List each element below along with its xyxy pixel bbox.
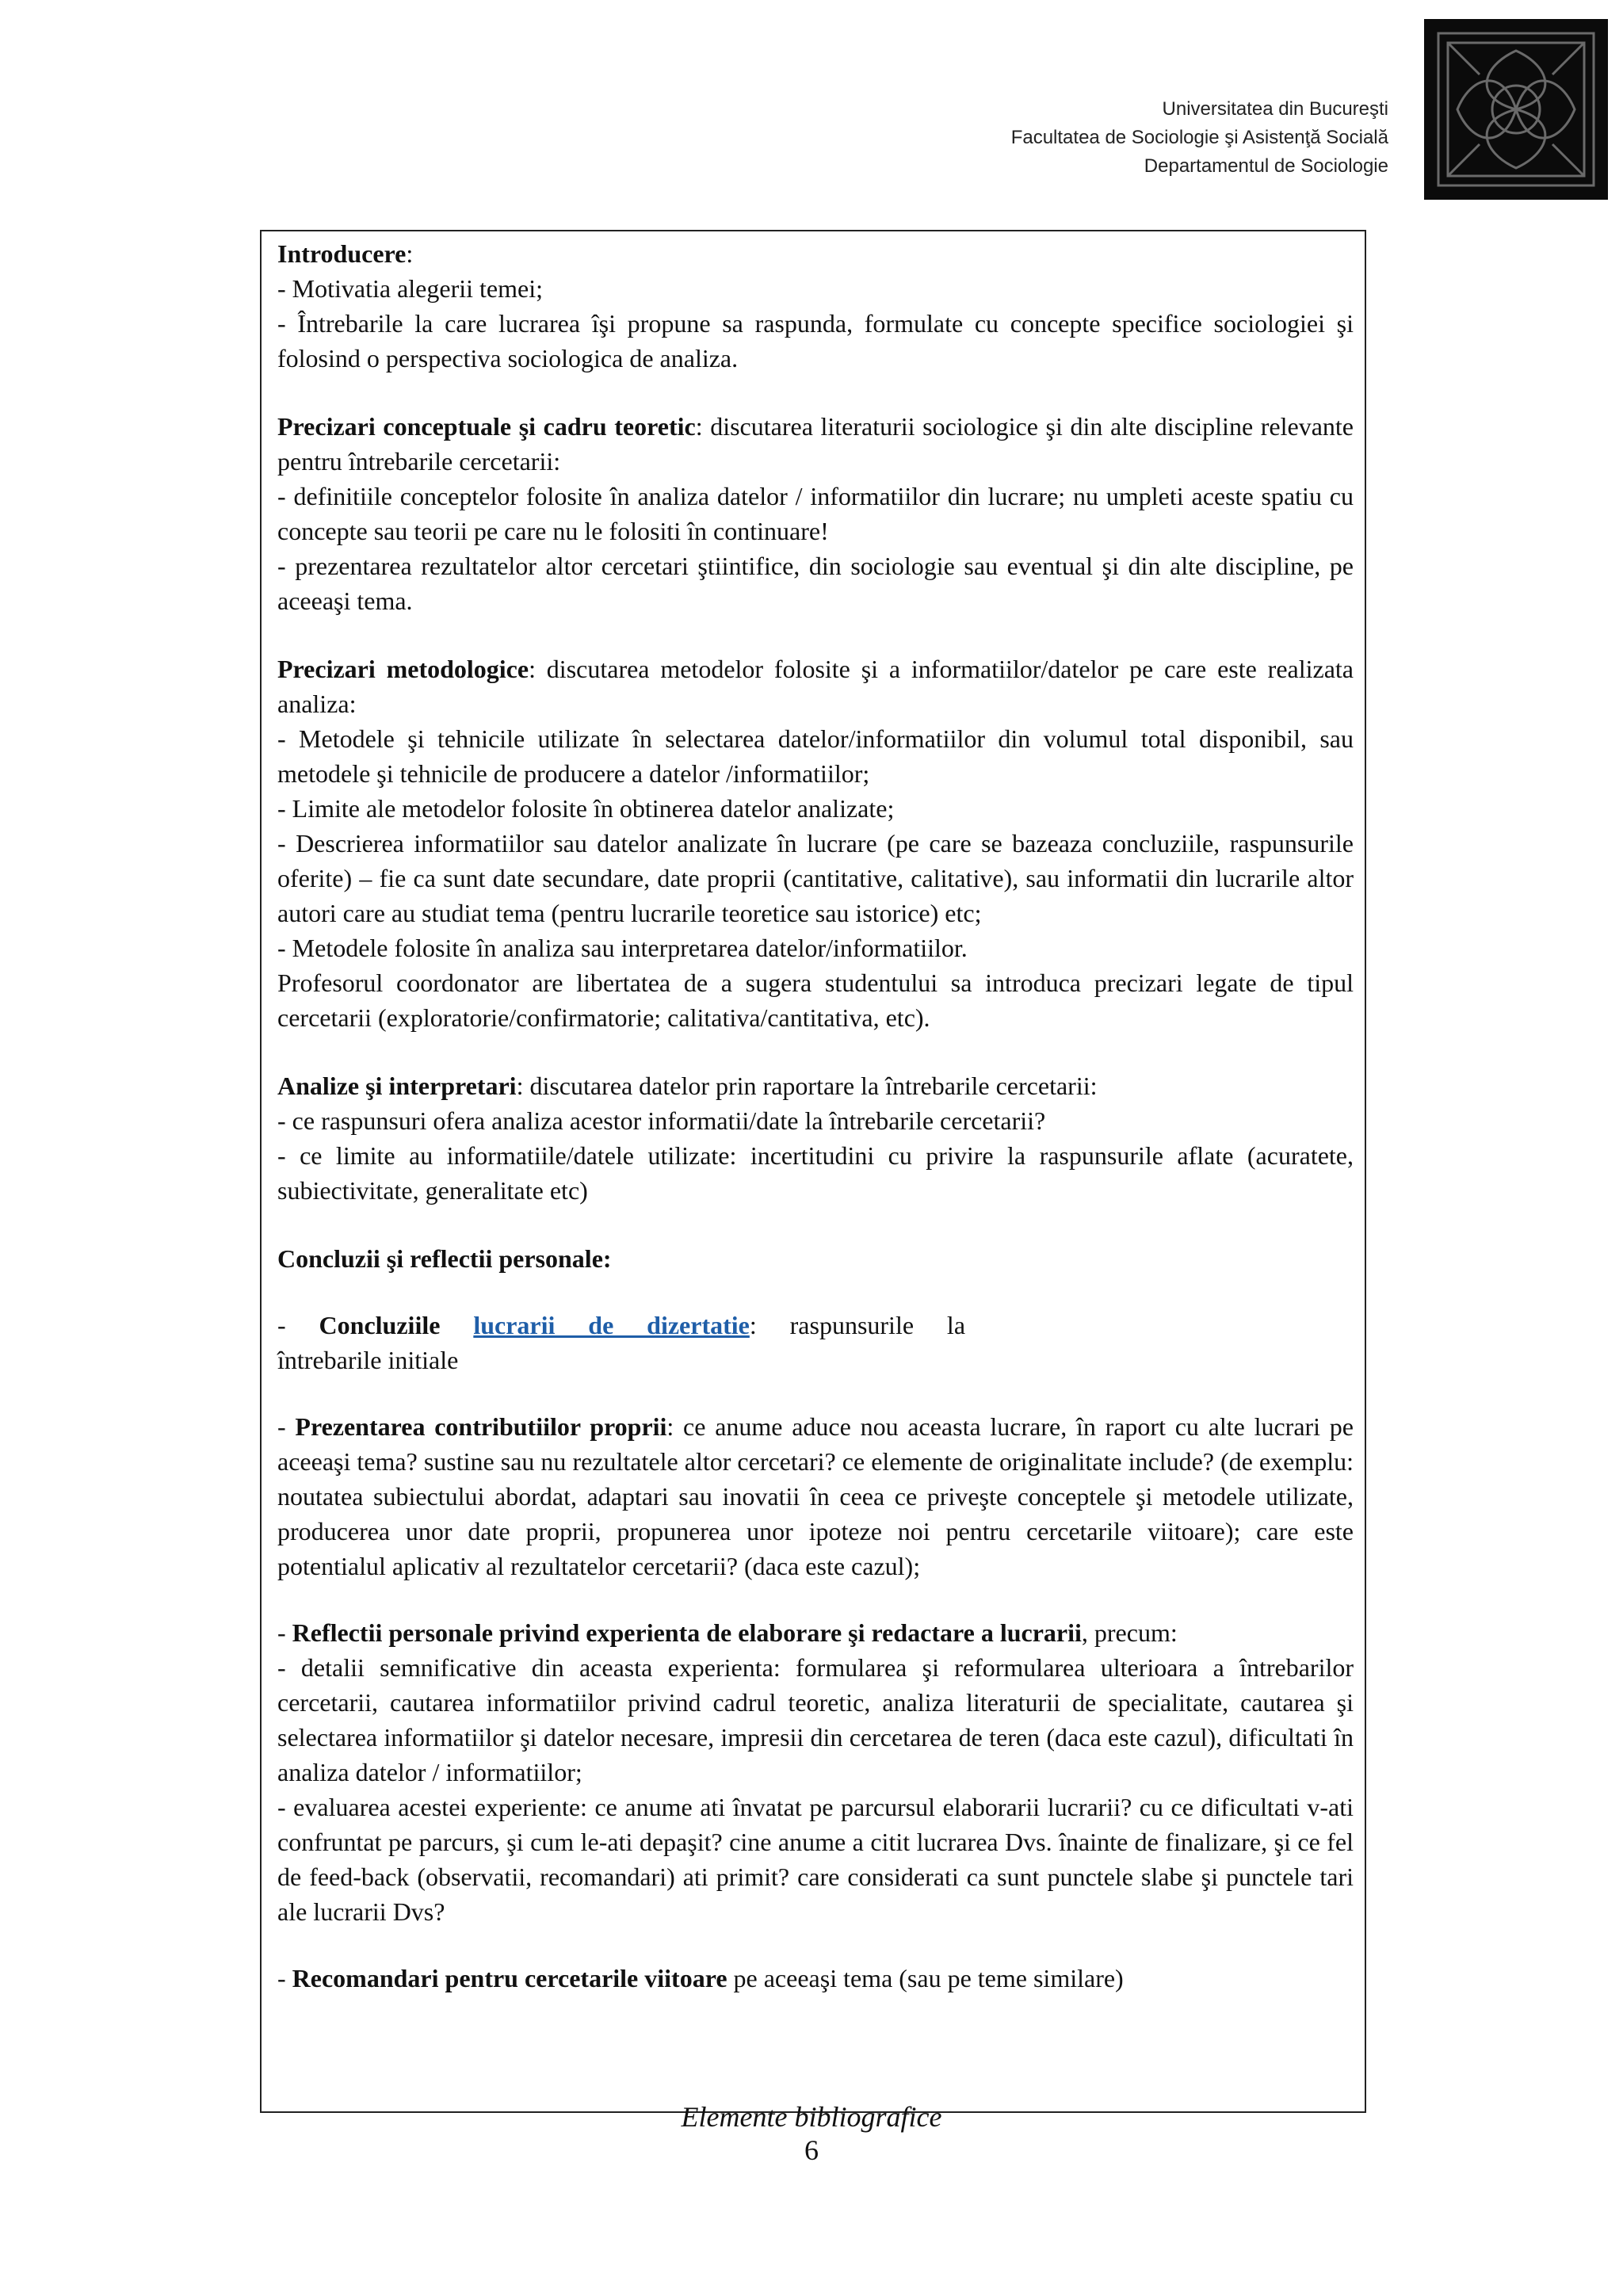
methodology-line-2: - Limite ale metodelor folosite în obtinerea datelor analizate; [277,794,895,823]
intro-colon: : [406,239,414,268]
reflections-title: Reflectii personale privind experienta de elaborare şi redactare a lucrarii [292,1618,1082,1647]
page-number: 6 [804,2134,819,2166]
conclusions-line [277,1308,965,1343]
conclusions-heading [277,1241,1354,1276]
conceptual-line-2: - prezentarea rezultatelor altor cercetari ştiintifice, din sociologie sau eventual şi din alte discipline, pe aceeaşi tema. [277,552,1354,615]
recommendations-text: pe aceeaşi tema (sau pe teme similare) [727,1964,1124,1992]
celtic-knot-icon [1424,19,1608,200]
methodology-lead: : discutarea metodelor folosite şi a informatiilor/datelor pe care este realizata analiza: [277,655,1354,718]
analysis-paragraph [277,1068,1354,1103]
reflections-paragraph [277,1615,1354,1650]
university-logo-icon [1424,19,1608,200]
conclusions-prefix: - [277,1311,319,1339]
recommendations-prefix: - [277,1964,292,1992]
conceptual-paragraph [277,409,1354,479]
thesis-structure-box [260,230,1366,2113]
intro-line-1: - Motivatia alegerii temei; [277,274,543,303]
contributions-prefix: - [277,1412,296,1441]
contributions-text: : ce anume aduce nou aceasta lucrare, în raport cu alte lucrari pe aceeaşi tema? sustine sau nu rezultatele altor cercetari? ce elemente de originalitate include? (de exemplu: noutatea subiectului abordat, adaptari sau inovatii în ceea ce priveşte conceptele şi metodele utilizate, producerea unor date proprii, propunerea unor ipoteze noi pentru cercetarile viitoare); care este potentialul aplicativ al rezultatelor cercetarii? (daca este cazul); [277,1412,1354,1580]
contributions-title: Prezentarea contributiilor proprii [295,1412,667,1441]
methodology-paragraph [277,651,1354,721]
contributions-paragraph [277,1409,1354,1584]
methodology-line-1: - Metodele şi tehnicile utilizate în selectarea datelor/informatiilor din volumul total disponibil, sau metodele şi tehnicile de producere a datelor /informatiilor; [277,724,1354,788]
reflections-line-2: - evaluarea acestei experiente: ce anume ati învatat pe parcursul elaborarii lucrarii? cu ce dificultati v-ati confruntat pe parcurs, şi cum le-ati depaşit? cine anume a citit lucrarea Dvs. înainte de finalizare, şi ce fel de feed-back (observatii, recomandari) ati primit? care considerati ca sunt punctele slabe şi punctele tari ale lucrarii Dvs? [277,1793,1354,1926]
conclusions-rest: : raspunsurile la [749,1311,966,1339]
methodology-line-5: Profesorul coordonator are libertatea de a sugera studentului sa introduca precizari legate de tipul cercetarii (exploratorie/confirmatorie; calitativa/cantitativa, etc). [277,968,1354,1032]
recommendations-title: Recomandari pentru cercetarile viitoare [292,1964,727,1992]
methodology-title: Precizari metodologice [277,655,529,683]
conceptual-lead: : discutarea literaturii sociologice şi din alte discipline relevante pentru întrebarile cercetarii: [277,412,1354,476]
intro-line-2: - Întrebarile la care lucrarea îşi propune sa raspunda, formulate cu concepte specifice sociologiei şi folosind o perspectiva sociologica de analiza. [277,309,1354,372]
bibliography-heading: Elemente bibliografice [681,2101,942,2133]
analysis-line-1: - ce raspunsuri ofera analiza acestor informatii/date la întrebarile cercetarii? [277,1106,1046,1135]
analysis-line-2: - ce limite au informatiile/datele utilizate: incertitudini cu privire la raspunsurile aflate (acuratete, subiectivitate, generalitate etc) [277,1141,1354,1205]
conceptual-title: Precizari conceptuale şi cadru teoretic [277,412,696,441]
document-header [1011,95,1388,181]
methodology-line-4: - Metodele folosite în analiza sau interpretarea datelor/informatiilor. [277,934,968,962]
analysis-lead: : discutarea datelor prin raportare la întrebarile cercetarii: [516,1072,1098,1100]
conclusions-bold: Concluziile [319,1311,441,1339]
intro-title: Introducere [277,239,407,268]
reflections-line-1: - detalii semnificative din aceasta experienta: formularea şi reformularea ulterioara a întrebarilor cercetarii, cautarea informatiilor privind cadrul teoretic, analiza literaturii de specialitate, cautarea şi selectarea informatiilor şi datelor necesare, impresii din cercetarea de teren (daca este cazul), dificultati în analiza datelor / informatiilor; [277,1653,1354,1786]
conceptual-line-1: - definitiile conceptelor folosite în analiza datelor / informatiilor din lucrare; nu umpleti aceste spatiu cu concepte sau teorii pe care nu le folositi în continuare! [277,482,1354,545]
page-footer [0,2100,1623,2167]
header-faculty: Facultatea de Sociologie şi Asistenţă Socială [1010,127,1388,148]
conclusions-title: Concluzii şi reflectii personale: [277,1244,612,1273]
reflections-prefix: - [277,1618,292,1647]
recommendations-paragraph [277,1961,1354,1996]
dissertation-link[interactable]: lucrarii de dizertatie [473,1311,750,1339]
header-department: Departamentul de Sociologie [1144,155,1388,177]
methodology-line-3: - Descrierea informatiilor sau datelor analizate în lucrare (pe care se bazeaza concluziile, raspunsurile oferite) – fie ca sunt date secundare, date proprii (cantitative, calitative), sau informatii din lucrarile altor autori care au studiat tema (pentru lucrarile teoretice sau istorice) etc; [277,829,1354,927]
conclusions-line-2: întrebarile initiale [277,1346,459,1374]
header-university: Universitatea din Bucureşti [1162,98,1388,120]
reflections-text: , precum: [1081,1618,1178,1647]
intro-heading [277,236,1354,271]
analysis-title: Analize şi interpretari [277,1072,517,1100]
